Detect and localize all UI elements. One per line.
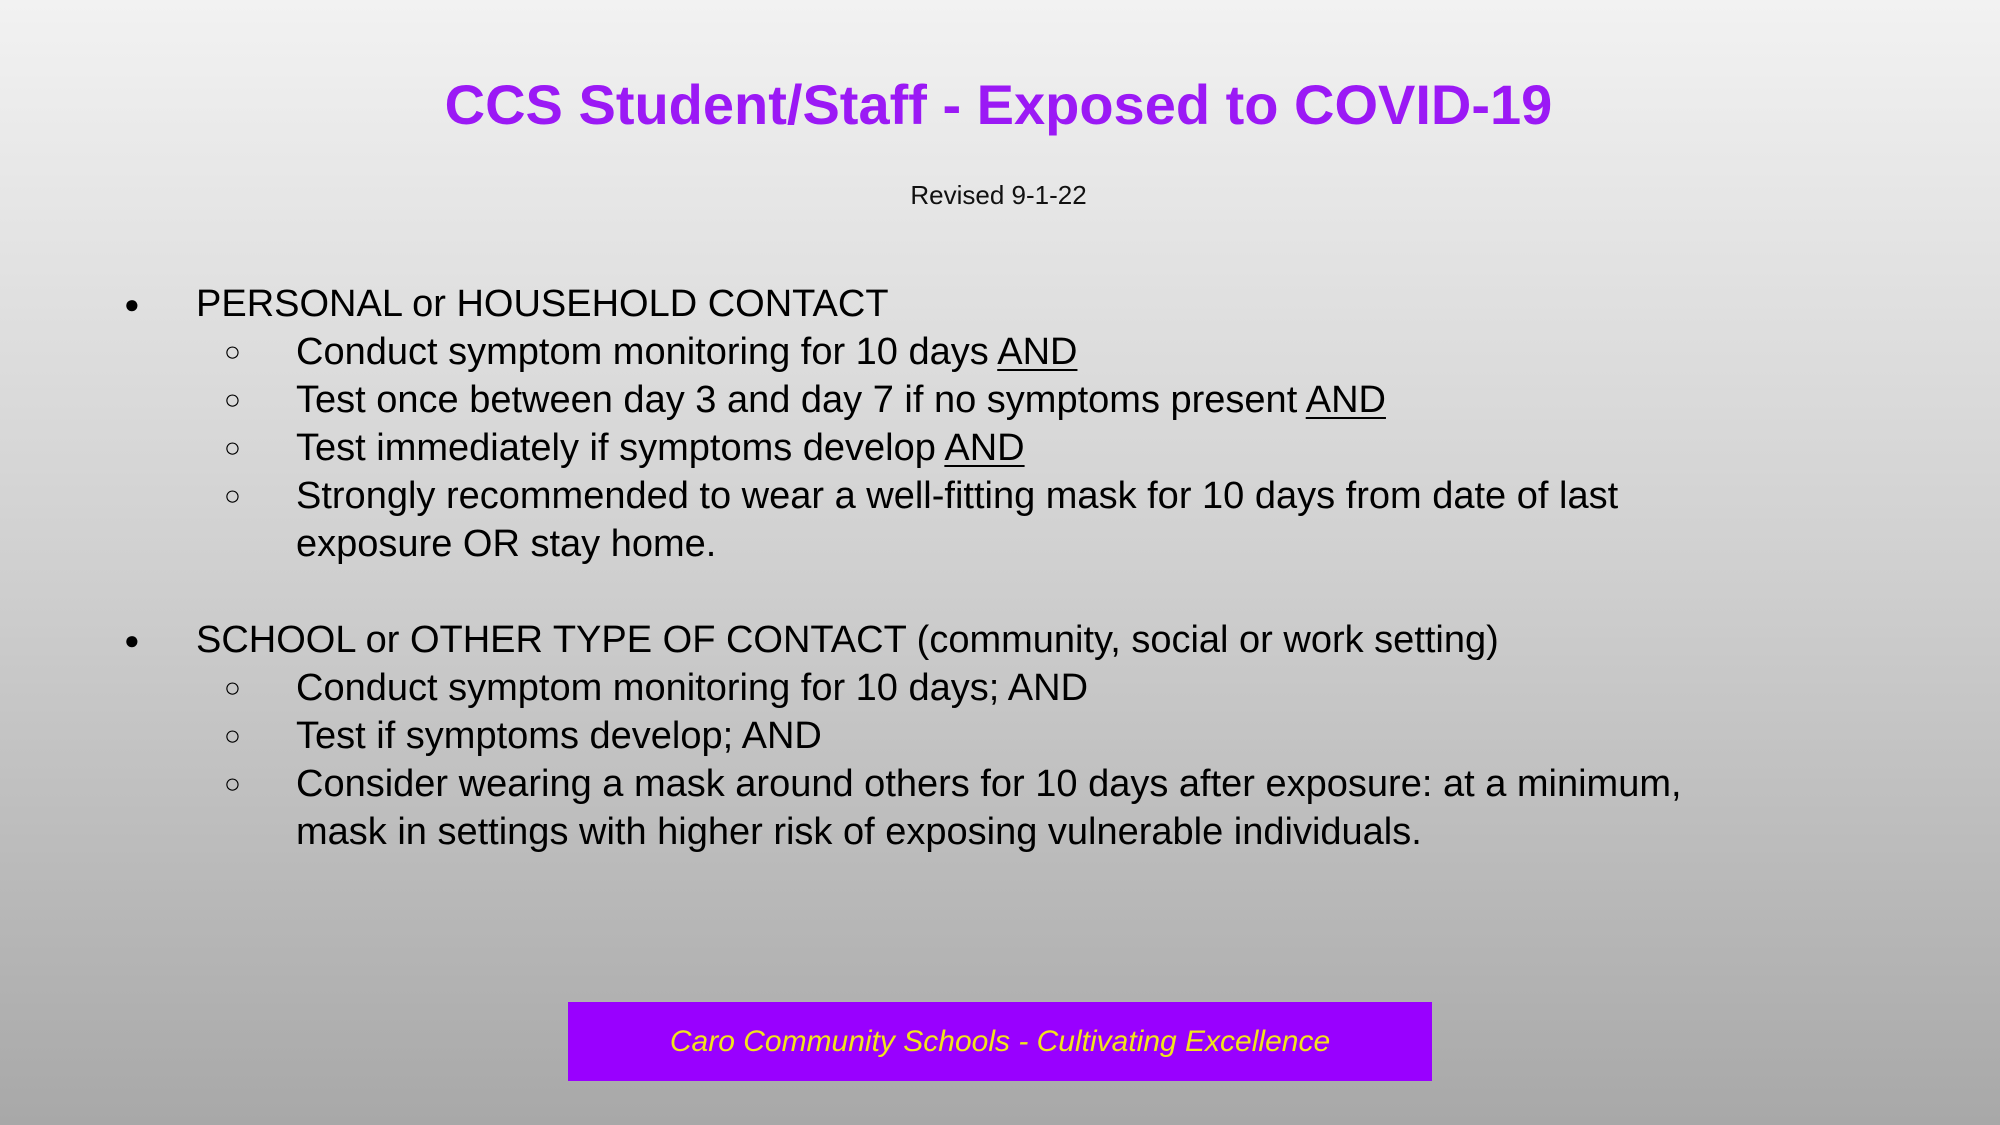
sub-list [0,328,2000,568]
emphasis-and: AND [997,331,1078,373]
footer-banner [568,1002,1432,1081]
list-item [0,328,2000,376]
list-item-text: Consider wearing a mask around others for 10 days after exposure: at a minimum, mask in settings with higher risk of exposing vulnerable individuals. [296,763,1682,853]
list-item-text [296,328,1756,376]
bullet-icon: ● [124,625,140,655]
list-item [0,376,2000,424]
bullet-icon: ● [124,289,140,319]
list-item-body: Conduct symptom monitoring for 10 days [296,331,998,373]
list-item-text [296,472,1756,568]
sub-bullet-icon: ○ [224,672,241,703]
slide-title: CCS Student/Staff - Exposed to COVID-19 [444,73,1553,136]
list-item [0,664,2000,712]
list-item [0,472,2000,568]
list-item-text: Conduct symptom monitoring for 10 days; AND [296,667,1089,709]
content-sections [0,280,2000,856]
list-item-text [296,424,1756,472]
sub-bullet-icon: ○ [224,384,241,415]
list-item-text [296,376,1756,424]
sub-list [0,664,2000,856]
list-item-body: Strongly recommended to wear a well-fitting mask for 10 days from date of last exposure OR stay home. [296,475,1619,565]
list-item [0,712,2000,760]
section-school-contact [0,616,2000,856]
list-item [0,424,2000,472]
list-item-text: Test if symptoms develop; AND [296,715,822,757]
section-heading: SCHOOL or OTHER TYPE OF CONTACT (community, social or work setting) [196,619,1499,661]
sub-bullet-icon: ○ [224,480,241,511]
section-household-contact [0,280,2000,568]
emphasis-and: AND [944,427,1025,469]
section-heading-row [0,280,2000,328]
list-item-body: Test once between day 3 and day 7 if no symptoms present [296,379,1306,421]
sub-bullet-icon: ○ [224,432,241,463]
list-item-body: Test immediately if symptoms develop [296,427,945,469]
list-item [0,760,2000,856]
emphasis-and: AND [1305,379,1386,421]
section-heading-row [0,616,2000,664]
sub-bullet-icon: ○ [224,768,241,799]
footer-tagline: Caro Community Schools - Cultivating Excellence [669,1024,1331,1058]
sub-bullet-icon: ○ [224,720,241,751]
revision-date: Revised 9-1-22 [910,180,1087,210]
sub-bullet-icon: ○ [224,336,241,367]
section-heading: PERSONAL or HOUSEHOLD CONTACT [196,283,889,325]
